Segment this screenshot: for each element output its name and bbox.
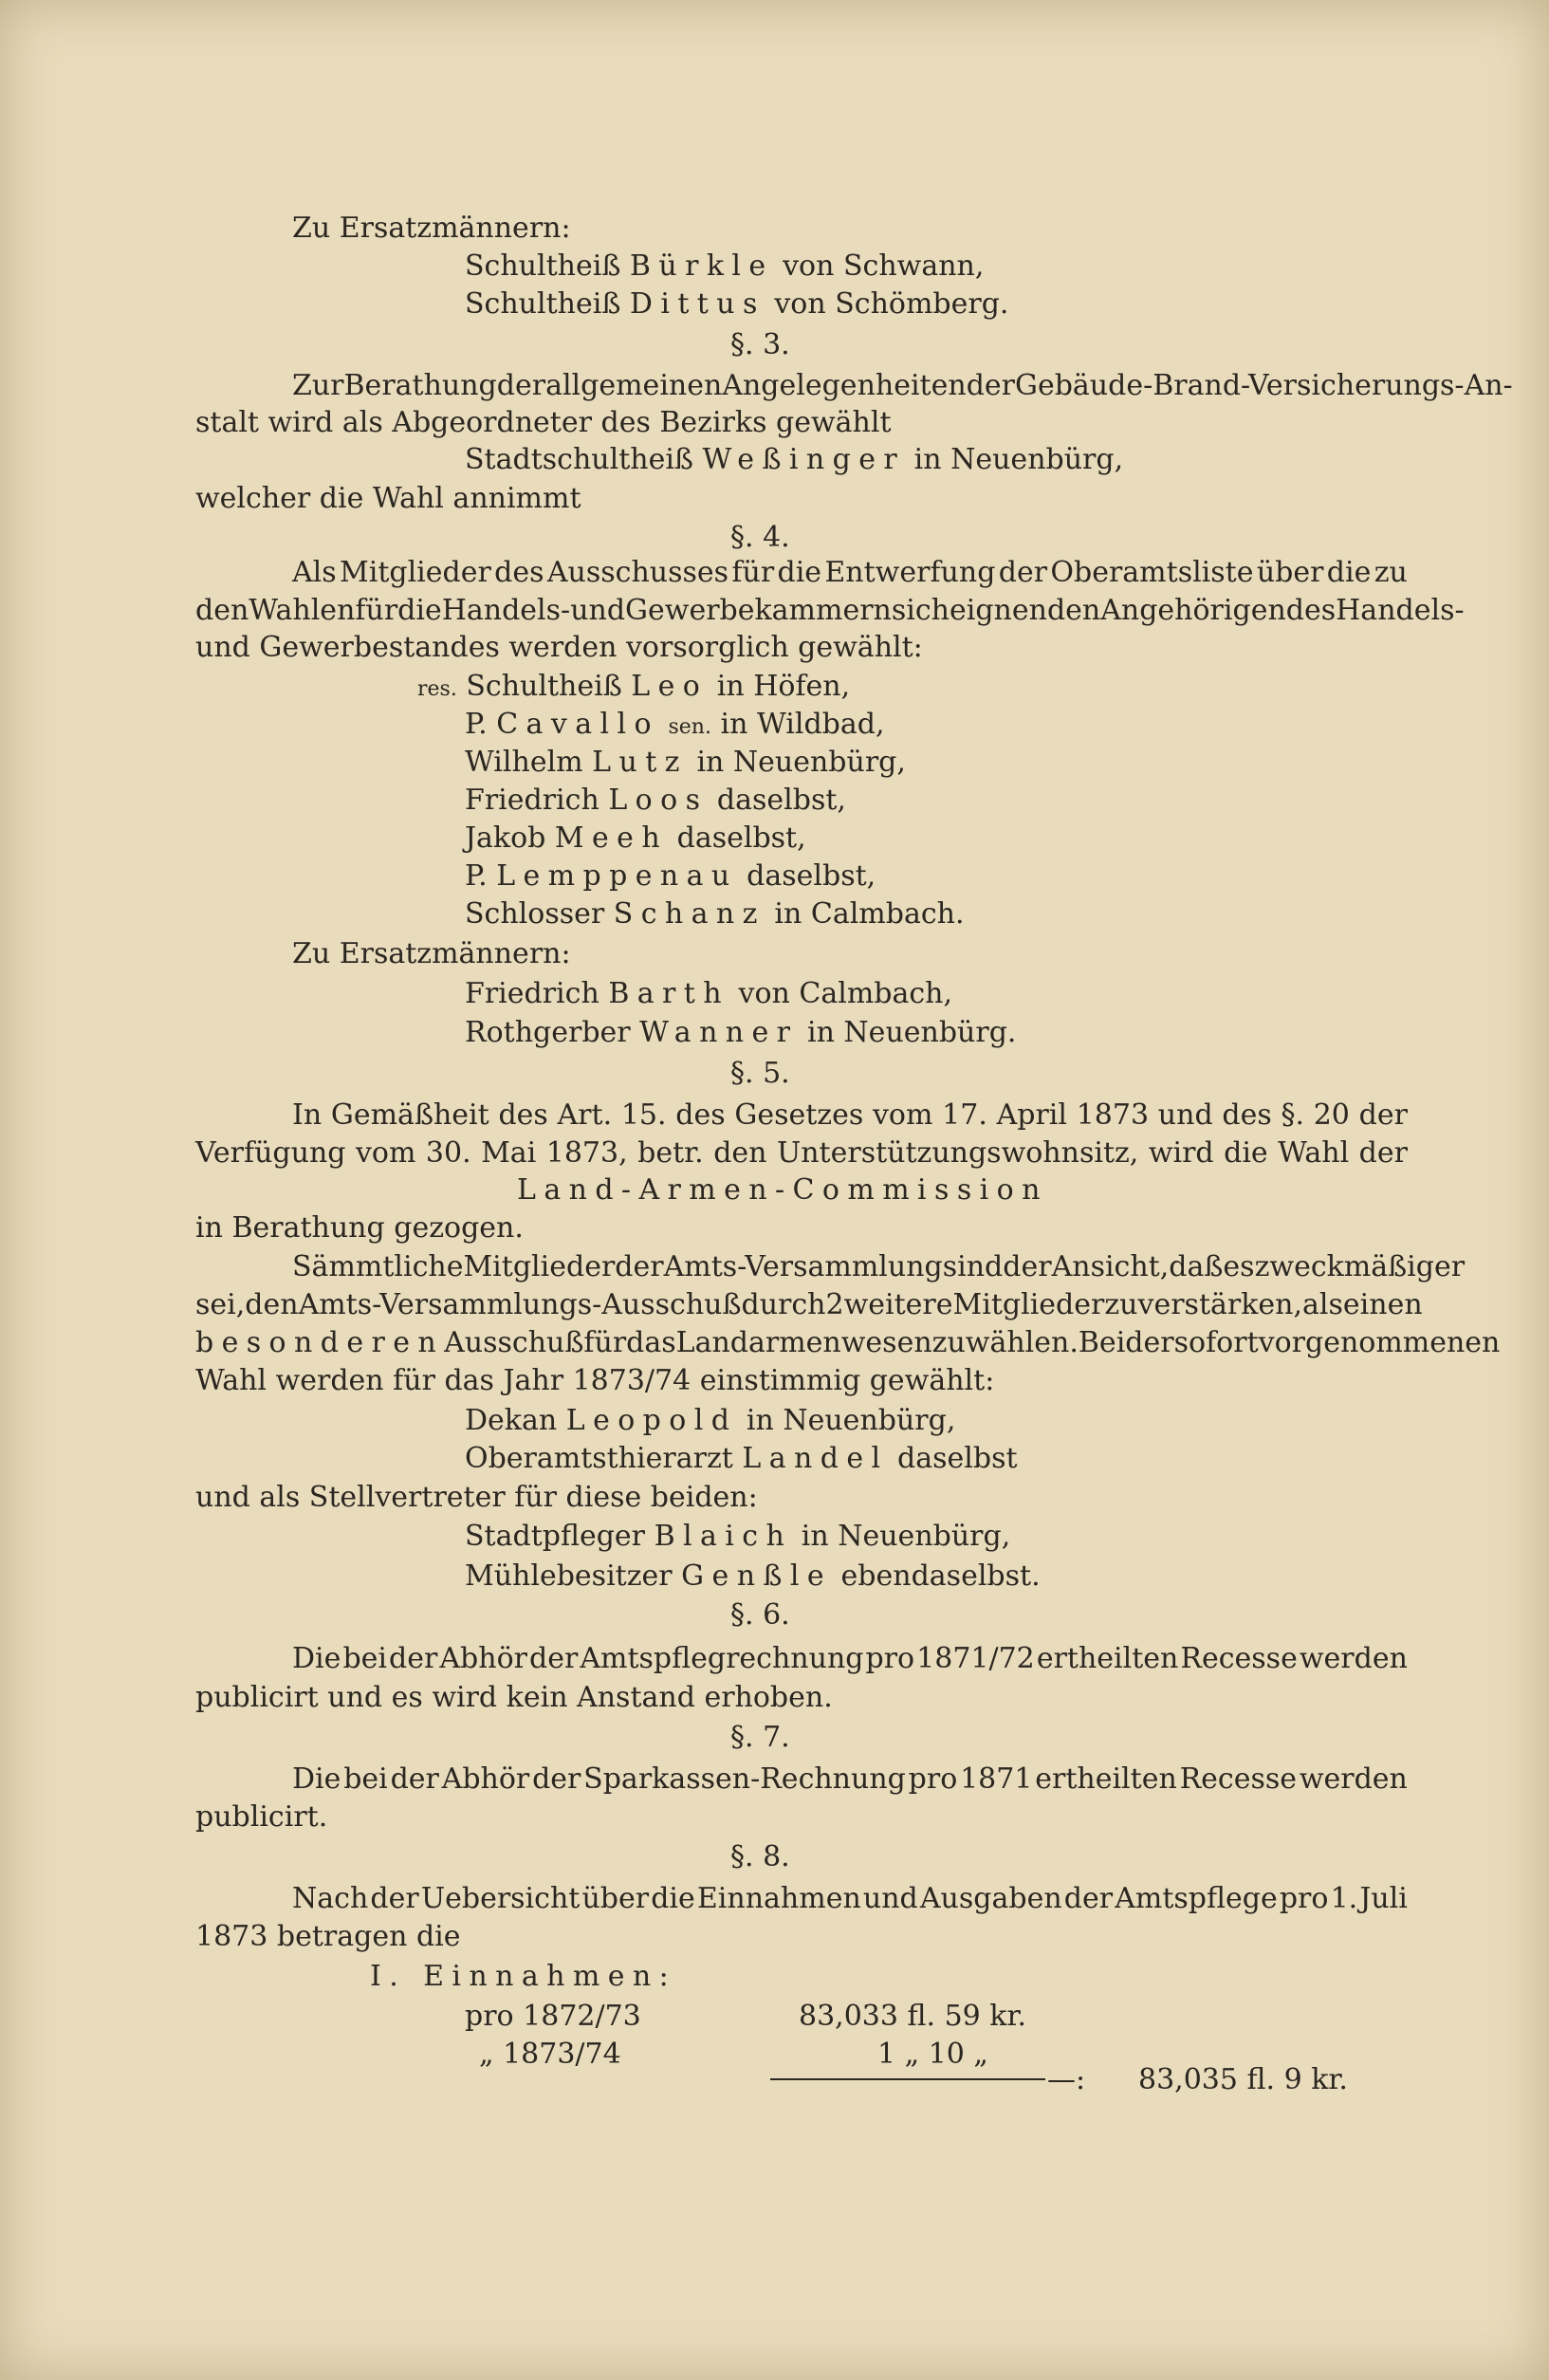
income-row-amount: 83,033 fl. 59 kr. [799, 2000, 1027, 2033]
word: und [862, 1882, 918, 1915]
word: Wahl [1278, 1136, 1350, 1170]
income-row-amount: 1 „ 10 „ [877, 2038, 988, 2071]
income-row-label: pro 1872/73 [465, 2000, 641, 2033]
word: Abhör [439, 1642, 527, 1675]
section-number: §. 8. [730, 1840, 790, 1873]
paragraph-line: in Berathung gezogen. [195, 1211, 524, 1245]
word: Amts-Versammlung [663, 1250, 943, 1283]
word: Verfügung [195, 1136, 346, 1170]
word: Mitglieder [340, 556, 491, 589]
word: einen [1342, 1288, 1423, 1321]
word: 15. [620, 1098, 667, 1132]
word: wird [1148, 1136, 1214, 1170]
word: Ausschusses [546, 556, 729, 589]
paragraph-line: welcher die Wahl annimmt [195, 482, 581, 515]
word: weitere [843, 1288, 953, 1321]
word: der [370, 1882, 419, 1915]
paragraph-line [195, 593, 1465, 629]
word: Ausgaben [919, 1882, 1062, 1915]
word: die [1326, 556, 1372, 589]
word: 1871/72 [916, 1642, 1035, 1675]
word: 1. [1330, 1882, 1358, 1915]
member-entry: Schlosser Schanz in Calmbach. [465, 897, 965, 931]
word: verstärken, [1137, 1288, 1303, 1321]
word: Einnahmen [696, 1882, 861, 1915]
word: sind [942, 1250, 1004, 1283]
word: eignenden [950, 594, 1101, 627]
substitute-entry: Schultheiß Bürkle von Schwann, [465, 249, 985, 283]
paragraph-line [195, 1287, 1423, 1323]
word: Bei [1078, 1326, 1126, 1359]
word: pro [908, 1762, 958, 1796]
paragraph-line: 1873 betragen die [195, 1920, 461, 1953]
word: betr. [637, 1136, 704, 1170]
word: Angelegenheiten [722, 369, 967, 402]
word: Mai [481, 1136, 537, 1170]
word: pro [1279, 1882, 1329, 1915]
word: der [496, 369, 546, 402]
word: ertheilten [1035, 1762, 1177, 1796]
section-number: §. 7. [730, 1721, 790, 1754]
word: über [581, 1882, 650, 1915]
word: für [731, 556, 775, 589]
paragraph-line [292, 368, 1513, 404]
word: der [529, 1642, 579, 1675]
word: den [245, 1288, 299, 1321]
word: für [355, 594, 398, 627]
word: werden [1299, 1642, 1408, 1675]
word: Oberamtsliste [1050, 556, 1254, 589]
income-total: 83,035 fl. 9 kr. [1138, 2063, 1348, 2096]
paragraph-line [195, 1325, 1501, 1361]
word: Entwerfung [824, 556, 996, 589]
income-row-label: „ 1873/74 [479, 2038, 621, 2071]
word: Abhör [441, 1762, 530, 1796]
word: sich [891, 594, 950, 627]
paragraph-line [292, 1249, 1466, 1285]
paragraph-line [195, 1135, 1408, 1172]
substitute-entry: Schultheiß Dittus von Schömberg. [465, 287, 1009, 321]
word: über [1256, 556, 1324, 589]
section-number: §. 6. [730, 1598, 790, 1632]
elected-entry: Oberamtsthierarzt Landel daselbst [465, 1442, 1018, 1475]
word: Handels- [441, 594, 571, 627]
word: Sparkassen-Rechnung [583, 1762, 906, 1796]
word: Gewerbekammern [625, 594, 892, 627]
member-entry: res. Schultheiß Leo in Höfen, [417, 670, 851, 703]
word: der [1125, 1326, 1174, 1359]
substitute-entry: Friedrich Barth von Calmbach, [465, 977, 953, 1010]
paragraph-line [292, 1641, 1408, 1677]
word: sei, [195, 1288, 246, 1321]
word: Amts-Versammlungs-Ausschuß [298, 1288, 742, 1321]
word: 1871 [960, 1762, 1033, 1796]
commission-name: Land-Armen-Commission [517, 1173, 1048, 1207]
word: für [583, 1326, 627, 1359]
word: vorgenommenen [1258, 1326, 1501, 1359]
word: 17. [942, 1098, 987, 1132]
word: Mitglieder [463, 1250, 616, 1283]
word: des [1285, 594, 1337, 627]
delegate-entry: Stadtschultheiß Weßinger in Neuenbürg, [465, 443, 1124, 476]
member-entry: Friedrich Loos daselbst, [465, 784, 846, 817]
word: bei [343, 1762, 388, 1796]
word: den [713, 1136, 767, 1170]
section-number: §. 4. [730, 521, 790, 554]
word: Ausschuß [444, 1326, 584, 1359]
word: pro [865, 1642, 915, 1675]
income-heading: I. Einnahmen: [370, 1960, 677, 1993]
spaced-word: besonderen [195, 1326, 445, 1359]
word: des [498, 1098, 548, 1132]
word: Uebersicht [420, 1882, 581, 1915]
word: Mitglieder [952, 1288, 1105, 1321]
word: sofort [1173, 1326, 1259, 1359]
word: der [1358, 1136, 1408, 1170]
word: die [777, 556, 822, 589]
paragraph-line: publicirt. [195, 1800, 328, 1834]
word: Gebäude-Brand-Versicherungs-An- [1015, 369, 1513, 402]
word: Amtspflegrechnung [580, 1642, 864, 1675]
word: und [1157, 1098, 1213, 1132]
word: der [389, 1642, 438, 1675]
word: und [570, 594, 626, 627]
elected-entry: Dekan Leopold in Neuenbürg, [465, 1404, 956, 1437]
member-entry: Jakob Meeh daselbst, [465, 821, 806, 855]
section-number: §. 3. [730, 328, 790, 361]
paragraph-line: Wahl werden für das Jahr 1873/74 einstimmig gewählt: [195, 1364, 995, 1397]
word: den [195, 594, 249, 627]
word: Handels- [1336, 594, 1465, 627]
heading-substitutes: Zu Ersatzmännern: [292, 212, 571, 245]
paragraph-line [292, 555, 1408, 591]
paragraph-line: und Gewerbestandes werden vorsorglich gewählt: [195, 631, 923, 664]
word: die [1224, 1136, 1268, 1170]
substitute-entry: Rothgerber Wanner in Neuenbürg. [465, 1016, 1017, 1049]
word: Berathung [343, 369, 497, 402]
word: Als [292, 556, 337, 589]
paragraph-line: stalt wird als Abgeordneter des Bezirks gewählt [195, 406, 892, 439]
word: Ansicht, [1051, 1250, 1170, 1283]
word: des [675, 1098, 726, 1132]
member-entry: P. Cavallo sen. in Wildbad, [465, 708, 885, 741]
word: Nach [292, 1882, 369, 1915]
word: April [996, 1098, 1067, 1132]
word: zweckmäßiger [1254, 1250, 1466, 1283]
word: der [390, 1762, 439, 1796]
word: der [1358, 1098, 1408, 1132]
word: vom [872, 1098, 933, 1132]
word: des [494, 556, 544, 589]
word: Die [292, 1642, 341, 1675]
word: 30. [425, 1136, 471, 1170]
word: der [1003, 1250, 1052, 1283]
word: Zur [292, 369, 344, 402]
word: Die [292, 1762, 341, 1796]
word: das [626, 1326, 676, 1359]
word: der [532, 1762, 581, 1796]
word: der [615, 1250, 664, 1283]
deputy-entry: Mühlebesitzer Genßle ebendaselbst. [465, 1559, 1041, 1593]
word: In [292, 1098, 323, 1132]
word: Recesse [1180, 1642, 1298, 1675]
paragraph-line [292, 1762, 1408, 1798]
sum-mark: —: [1047, 2063, 1086, 2096]
word: Unterstützungswohnsitz, [776, 1136, 1139, 1170]
word: §. [1281, 1098, 1304, 1132]
word: zu [931, 1326, 966, 1359]
word: der [998, 556, 1048, 589]
word: Amtspflege [1115, 1882, 1278, 1915]
word: Sämmtliche [292, 1250, 464, 1283]
paragraph-line [292, 1881, 1408, 1917]
word: wählen. [965, 1326, 1079, 1359]
deputy-entry: Stadtpfleger Blaich in Neuenbürg, [465, 1520, 1011, 1553]
word: Landarmenwesen [675, 1326, 932, 1359]
word: der [966, 369, 1015, 402]
word: bei [342, 1642, 387, 1675]
word: Gesetzes [734, 1098, 864, 1132]
member-entry: Wilhelm Lutz in Neuenbürg, [465, 746, 906, 779]
word: ertheilten [1036, 1642, 1179, 1675]
word: zu [1104, 1288, 1138, 1321]
word: vom [355, 1136, 416, 1170]
word: die [651, 1882, 695, 1915]
heading-substitutes: Zu Ersatzmännern: [292, 937, 571, 970]
word: zu [1374, 556, 1408, 589]
word: Recesse [1179, 1762, 1298, 1796]
word: 1873, [545, 1136, 628, 1170]
paragraph-line: publicirt und es wird kein Anstand erhoben. [195, 1681, 833, 1714]
section-number: §. 5. [730, 1057, 790, 1090]
word: die [397, 594, 442, 627]
word: des [1222, 1098, 1272, 1132]
word: der [1063, 1882, 1114, 1915]
word: Angehörigen [1100, 594, 1286, 627]
paragraph-line [292, 1098, 1408, 1134]
word: als [1302, 1288, 1343, 1321]
member-entry: P. Lemppenau daselbst, [465, 859, 876, 893]
word: Gemäßheit [330, 1098, 489, 1132]
sum-rule [770, 2078, 1045, 2080]
word: Wahlen [249, 594, 356, 627]
word: durch [741, 1288, 826, 1321]
word: allgemeinen [545, 369, 723, 402]
word: werden [1299, 1762, 1408, 1796]
word: es [1223, 1250, 1255, 1283]
word: daß [1169, 1250, 1224, 1283]
word: 20 [1313, 1098, 1350, 1132]
word: 2 [825, 1288, 844, 1321]
word: 1873 [1076, 1098, 1150, 1132]
word: Art. [557, 1098, 613, 1132]
word: Juli [1359, 1882, 1408, 1915]
paragraph-line: und als Stellvertreter für diese beiden: [195, 1481, 758, 1514]
